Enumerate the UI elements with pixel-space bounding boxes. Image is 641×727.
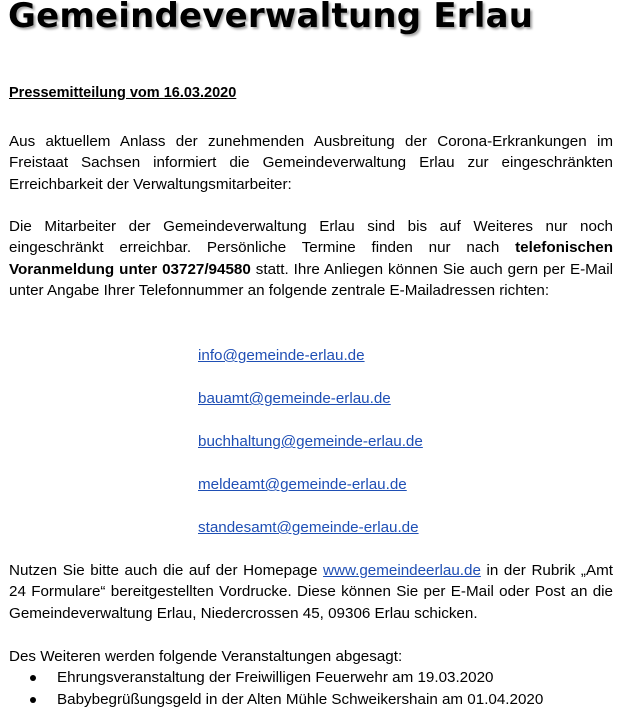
email-link[interactable]: info@gemeinde-erlau.de — [198, 347, 365, 364]
homepage-text-before: Nutzen Sie bitte auch die auf der Homepage — [9, 562, 324, 579]
email-link-bauamt[interactable] — [198, 389, 391, 409]
availability-text-before: Die Mitarbeiter der Gemeindeverwaltung Erlau sind bis auf Weiteres nur noch eingeschränkt erreichbar. Persönliche Termine finden nur nach — [9, 218, 613, 257]
list-item — [0, 689, 543, 711]
availability-paragraph — [9, 216, 613, 302]
list-item — [0, 667, 543, 689]
email-link-meldeamt[interactable] — [198, 475, 407, 495]
homepage-text-after: in der Rubrik „Amt 24 Formulare“ bereitgestellten Vordrucke. Diese können Sie per E-Mail oder Post an die Gemeindeverwaltung Erlau, Niedercrossen 45, 09306 Erlau schicken. — [9, 562, 613, 622]
event-label: Babybegrüßungsgeld in der Alten Mühle Schweikershain am 01.04.2020 — [57, 691, 544, 708]
event-label: Ehrungsveranstaltung der Freiwilligen Feuerwehr am 19.03.2020 — [57, 669, 494, 686]
email-link-standesamt[interactable] — [198, 518, 419, 538]
email-link-info[interactable] — [198, 346, 365, 366]
email-link[interactable]: buchhaltung@gemeinde-erlau.de — [198, 433, 423, 450]
email-link[interactable]: meldeamt@gemeinde-erlau.de — [198, 476, 407, 493]
bullet-icon — [30, 675, 36, 681]
homepage-paragraph — [9, 560, 613, 624]
availability-text-after: statt. Ihre Anliegen können Sie auch gern per E-Mail unter Angabe Ihrer Telefonnummer an folgende zentrale E-Mailadressen richten: — [9, 260, 613, 300]
email-link[interactable]: standesamt@gemeinde-erlau.de — [198, 519, 419, 536]
press-release-heading: Pressemitteilung vom 16.03.2020 — [9, 85, 237, 101]
bullet-icon — [30, 697, 36, 703]
email-link[interactable]: bauamt@gemeinde-erlau.de — [198, 390, 391, 407]
homepage-link[interactable]: www.gemeindeerlau.de — [323, 562, 481, 579]
page-title: Gemeindeverwaltung Erlau — [8, 0, 534, 36]
phone-appointment-notice: telefonischen Voranmeldung unter 03727/94580 — [9, 239, 613, 278]
intro-paragraph: Aus aktuellem Anlass der zunehmenden Ausbreitung der Corona-Erkrankungen im Freistaat Sachsen informiert die Gemeindeverwaltung Erlau zur eingeschränkten Erreichbarkeit der Verwaltungsmitarbeiter: — [9, 133, 613, 193]
cancelled-events-list — [0, 667, 543, 711]
email-link-buchhaltung[interactable] — [198, 432, 423, 452]
events-intro: Des Weiteren werden folgende Veranstaltungen abgesagt: — [9, 648, 403, 665]
